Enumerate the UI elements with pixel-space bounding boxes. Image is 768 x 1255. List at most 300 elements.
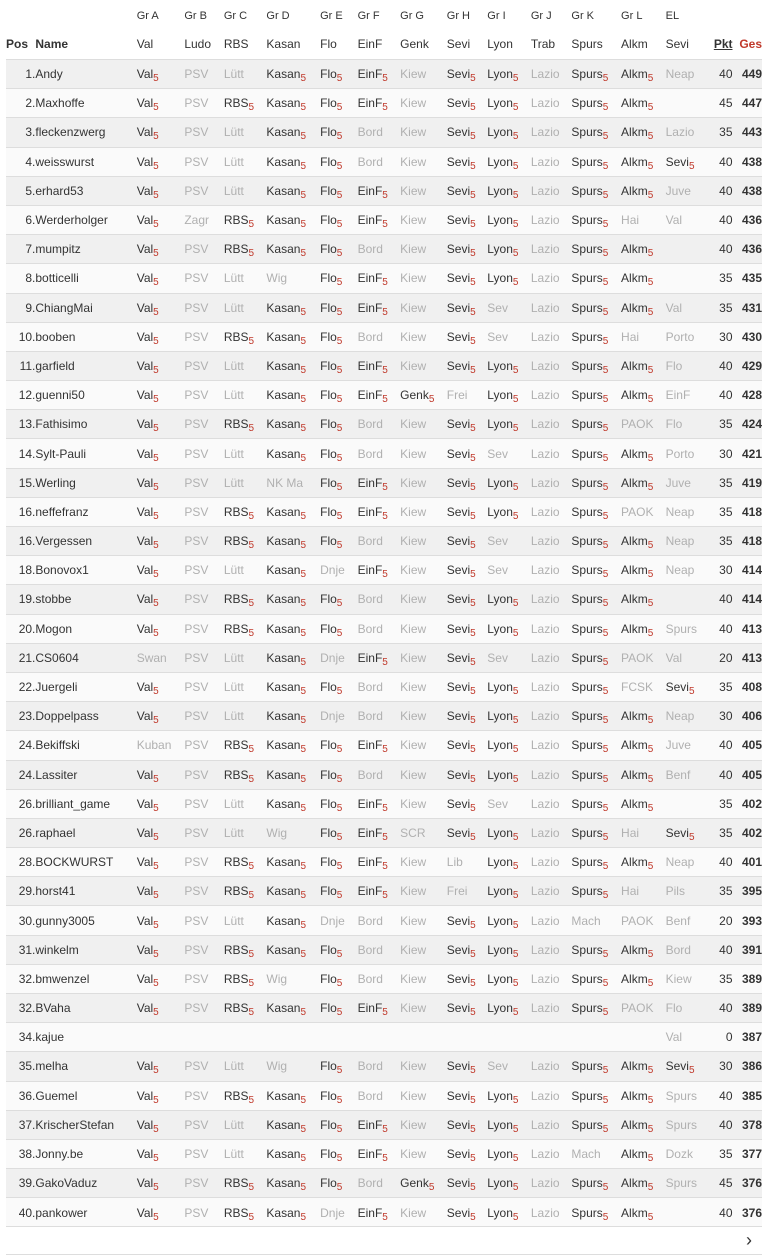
pick-team: Kiew bbox=[400, 96, 427, 111]
pick-team: Lyon bbox=[487, 709, 513, 724]
pick-cell bbox=[137, 848, 185, 877]
player-name[interactable]: Fathisimo bbox=[35, 410, 136, 439]
player-name[interactable]: winkelm bbox=[35, 935, 136, 964]
pick-team: Kasan bbox=[266, 446, 301, 461]
player-name[interactable]: gunny3005 bbox=[35, 906, 136, 935]
position: 24. bbox=[6, 731, 35, 760]
position: 6. bbox=[6, 205, 35, 234]
pick-points: 5 bbox=[470, 656, 476, 668]
position: 3. bbox=[6, 118, 35, 147]
player-name[interactable]: guenni50 bbox=[35, 381, 136, 410]
player-name[interactable]: Mogon bbox=[35, 614, 136, 643]
pick-cell bbox=[266, 702, 320, 731]
pick-points: 5 bbox=[153, 686, 159, 698]
pick-cell bbox=[137, 906, 185, 935]
pick-team: Lyon bbox=[487, 358, 513, 373]
pick-team: Kuban bbox=[136, 738, 172, 753]
pick-team: EinF bbox=[357, 650, 383, 665]
pick-team: PSV bbox=[184, 913, 209, 928]
pick-points: 5 bbox=[300, 219, 306, 231]
pick-cell bbox=[266, 935, 320, 964]
pick-team: Bord bbox=[357, 154, 383, 169]
pick-team: Val bbox=[136, 1088, 154, 1103]
pick-team: Kiew bbox=[400, 1117, 427, 1132]
pick-header-3: Kasan bbox=[266, 37, 301, 51]
player-name[interactable]: Bonovox1 bbox=[35, 556, 136, 585]
pick-cell bbox=[137, 1169, 185, 1198]
player-name[interactable]: kajue bbox=[35, 1023, 136, 1052]
pick-points: 5 bbox=[153, 131, 159, 143]
player-name[interactable]: Guemel bbox=[35, 1081, 136, 1110]
pick-cell bbox=[224, 760, 267, 789]
pick-cell bbox=[621, 1110, 666, 1139]
pick-team: Lazio bbox=[530, 154, 560, 169]
pick-team: Alkm bbox=[621, 1147, 648, 1162]
pick-team: Spurs bbox=[571, 1088, 603, 1103]
player-name[interactable]: pankower bbox=[35, 1198, 136, 1227]
player-name[interactable]: CS0604 bbox=[35, 643, 136, 672]
pick-cell bbox=[621, 293, 666, 322]
pick-cell bbox=[224, 235, 267, 264]
player-name[interactable]: botticelli bbox=[35, 264, 136, 293]
pick-points: 5 bbox=[300, 890, 306, 902]
player-name[interactable]: stobbe bbox=[35, 585, 136, 614]
pick-points: 5 bbox=[300, 540, 306, 552]
pick-cell bbox=[621, 410, 666, 439]
pick-team: Kasan bbox=[266, 388, 301, 403]
pick-team: Lazio bbox=[530, 680, 560, 695]
table-row bbox=[6, 176, 762, 205]
player-name[interactable]: BVaha bbox=[35, 994, 136, 1023]
pick-team: Kasan bbox=[266, 154, 301, 169]
pick-points: 5 bbox=[647, 306, 654, 318]
table-row bbox=[6, 497, 762, 526]
pick-team: Kiew bbox=[400, 767, 427, 782]
pick-header-1: Ludo bbox=[184, 37, 212, 51]
pick-cell bbox=[320, 818, 357, 847]
pick-team: Alkm bbox=[621, 1205, 648, 1220]
pick-team: EinF bbox=[665, 388, 691, 403]
table-row bbox=[6, 264, 762, 293]
pick-team: Lyon bbox=[487, 271, 513, 286]
pick-team: Lazio bbox=[530, 855, 560, 870]
player-name[interactable]: booben bbox=[35, 322, 136, 351]
pick-cell bbox=[666, 906, 707, 935]
total-value: 408 bbox=[733, 672, 763, 701]
pick-cell bbox=[400, 818, 447, 847]
pick-cell bbox=[320, 264, 357, 293]
pick-cell bbox=[621, 527, 666, 556]
total-value: 386 bbox=[733, 1052, 763, 1081]
pick-points: 5 bbox=[336, 73, 343, 85]
pick-cell bbox=[358, 702, 401, 731]
pick-cell bbox=[358, 760, 401, 789]
pick-cell bbox=[666, 1139, 707, 1168]
pick-points: 5 bbox=[153, 1211, 159, 1223]
pick-points: 5 bbox=[336, 948, 343, 960]
pick-team: Sevi bbox=[446, 942, 471, 957]
pick-points: 5 bbox=[153, 219, 159, 231]
group-label-7: Gr H bbox=[446, 10, 470, 22]
pick-cell bbox=[447, 1023, 488, 1052]
pick-cell bbox=[531, 497, 572, 526]
player-name[interactable]: Vergessen bbox=[35, 527, 136, 556]
pick-cell bbox=[487, 381, 531, 410]
player-name[interactable]: Werling bbox=[35, 468, 136, 497]
pick-team: Lütt bbox=[223, 709, 244, 724]
pick-team: Lyon bbox=[487, 825, 513, 840]
pick-team: Flo bbox=[320, 504, 337, 519]
pick-team: Lazio bbox=[530, 738, 560, 753]
pick-team: Sevi bbox=[446, 680, 471, 695]
table-row bbox=[6, 1081, 762, 1110]
total-value: 378 bbox=[733, 1110, 763, 1139]
pick-team: RBS bbox=[223, 855, 249, 870]
pick-team: Sevi bbox=[446, 563, 471, 578]
pick-cell bbox=[224, 1139, 267, 1168]
pick-cell bbox=[531, 789, 572, 818]
pick-team: Kiew bbox=[400, 942, 427, 957]
pick-cell bbox=[571, 1169, 621, 1198]
pick-team: Flo bbox=[320, 388, 337, 403]
player-name[interactable]: melha bbox=[35, 1052, 136, 1081]
player-name[interactable]: KrischerStefan bbox=[35, 1110, 136, 1139]
pick-cell bbox=[266, 89, 320, 118]
pick-team: PSV bbox=[184, 388, 209, 403]
total-value: 393 bbox=[733, 906, 763, 935]
pick-team: Sevi bbox=[446, 1147, 471, 1162]
table-row bbox=[6, 789, 762, 818]
pick-cell bbox=[571, 118, 621, 147]
pick-team: Alkm bbox=[621, 96, 648, 111]
pick-points: 5 bbox=[153, 189, 159, 201]
pick-team: Kasan bbox=[266, 183, 301, 198]
pick-cell bbox=[531, 118, 572, 147]
pick-points: 5 bbox=[602, 423, 609, 435]
pick-points: 5 bbox=[336, 277, 343, 289]
pick-team: Val bbox=[136, 329, 154, 344]
pick-cell bbox=[487, 176, 531, 205]
pick-cell bbox=[358, 527, 401, 556]
pick-cell bbox=[487, 1052, 531, 1081]
pick-points: 5 bbox=[602, 948, 609, 960]
pick-team: PSV bbox=[184, 709, 209, 724]
total-value: 438 bbox=[733, 147, 763, 176]
pick-cell bbox=[224, 205, 267, 234]
points-value: 35 bbox=[706, 1139, 732, 1168]
pick-cell bbox=[320, 994, 357, 1023]
pick-team: Alkm bbox=[621, 855, 648, 870]
pick-cell bbox=[447, 789, 488, 818]
pick-cell bbox=[621, 89, 666, 118]
pick-cell bbox=[137, 643, 185, 672]
pick-points: 5 bbox=[647, 1094, 654, 1106]
pick-points: 5 bbox=[153, 715, 159, 727]
pick-cell bbox=[137, 585, 185, 614]
player-name[interactable]: brilliant_game bbox=[35, 789, 136, 818]
position: 28. bbox=[6, 848, 35, 877]
points-value: 35 bbox=[706, 293, 732, 322]
pick-team: Flo bbox=[320, 213, 337, 228]
pick-team: Kiew bbox=[400, 358, 427, 373]
pick-team: PSV bbox=[184, 884, 209, 899]
standings-table bbox=[6, 3, 762, 1227]
table-row bbox=[6, 848, 762, 877]
pick-points: 5 bbox=[300, 131, 306, 143]
pick-cell bbox=[400, 1198, 447, 1227]
pick-team: EinF bbox=[357, 855, 383, 870]
pick-team: Alkm bbox=[621, 563, 648, 578]
player-name[interactable]: raphael bbox=[35, 818, 136, 847]
pick-team: PSV bbox=[184, 300, 209, 315]
points-value: 40 bbox=[706, 147, 732, 176]
pick-team: Kiew bbox=[400, 300, 427, 315]
pick-team: Dnje bbox=[320, 650, 345, 665]
pick-points: 5 bbox=[336, 831, 343, 843]
player-name[interactable]: ChiangMai bbox=[35, 293, 136, 322]
pick-cell bbox=[266, 410, 320, 439]
pick-team: PSV bbox=[184, 534, 209, 549]
pick-cell bbox=[487, 118, 531, 147]
pick-cell bbox=[400, 264, 447, 293]
player-name[interactable]: Bekiffski bbox=[35, 731, 136, 760]
chevron-right-icon[interactable]: › bbox=[746, 1230, 752, 1250]
position: 20. bbox=[6, 614, 35, 643]
pick-team: Kasan bbox=[266, 884, 301, 899]
pick-cell bbox=[447, 351, 488, 380]
pick-team: Lütt bbox=[223, 125, 244, 140]
pick-cell bbox=[184, 731, 224, 760]
pick-cell bbox=[137, 60, 185, 89]
pick-cell bbox=[571, 906, 621, 935]
pick-cell bbox=[184, 264, 224, 293]
points-value: 40 bbox=[706, 235, 732, 264]
pick-cell bbox=[487, 235, 531, 264]
pick-points: 5 bbox=[602, 627, 609, 639]
pick-points: 5 bbox=[602, 73, 609, 85]
table-row bbox=[6, 585, 762, 614]
player-name[interactable]: horst41 bbox=[35, 877, 136, 906]
pick-team: Spurs bbox=[665, 1117, 697, 1132]
pick-team: Bord bbox=[665, 942, 691, 957]
pick-points: 5 bbox=[470, 1094, 476, 1106]
pick-points: 5 bbox=[470, 1007, 476, 1019]
player-name[interactable]: Maxhoffe bbox=[35, 89, 136, 118]
pick-team: Lazio bbox=[530, 650, 560, 665]
pick-cell bbox=[266, 556, 320, 585]
points-value: 30 bbox=[706, 556, 732, 585]
pick-header-10: Spurs bbox=[571, 37, 603, 51]
pick-points: 5 bbox=[300, 248, 306, 260]
points-value: 20 bbox=[706, 643, 732, 672]
pick-points: 5 bbox=[382, 481, 388, 493]
pick-cell bbox=[184, 497, 224, 526]
pick-cell bbox=[224, 1052, 267, 1081]
player-name[interactable]: weisswurst bbox=[35, 147, 136, 176]
player-name[interactable]: neffefranz bbox=[35, 497, 136, 526]
pick-points: 5 bbox=[470, 73, 476, 85]
pick-team: Lazio bbox=[530, 1176, 560, 1191]
pick-points: 5 bbox=[512, 219, 519, 231]
pick-points: 5 bbox=[248, 948, 255, 960]
pick-points: 5 bbox=[153, 277, 159, 289]
player-name[interactable]: mumpitz bbox=[35, 235, 136, 264]
total-value: 414 bbox=[733, 556, 763, 585]
pick-points: 5 bbox=[382, 306, 388, 318]
pick-cell bbox=[320, 1023, 357, 1052]
pick-points: 5 bbox=[602, 890, 609, 902]
pick-team: Lütt bbox=[223, 1147, 244, 1162]
pick-team: Spurs bbox=[571, 825, 603, 840]
points-value: 45 bbox=[706, 1169, 732, 1198]
pick-cell bbox=[224, 293, 267, 322]
pick-team: Kasan bbox=[266, 563, 301, 578]
pick-cell bbox=[400, 672, 447, 701]
pick-points: 5 bbox=[512, 160, 519, 172]
pick-points: 5 bbox=[153, 394, 159, 406]
pick-cell bbox=[531, 439, 572, 468]
player-name[interactable]: Sylt-Pauli bbox=[35, 439, 136, 468]
pick-team: Kasan bbox=[266, 534, 301, 549]
pick-points: 5 bbox=[602, 160, 609, 172]
pick-team: Kiew bbox=[400, 650, 427, 665]
pick-team: RBS bbox=[223, 1176, 249, 1191]
pick-cell bbox=[320, 1169, 357, 1198]
pick-cell bbox=[571, 264, 621, 293]
pick-cell bbox=[487, 468, 531, 497]
pick-cell bbox=[224, 964, 267, 993]
pick-cell bbox=[400, 1023, 447, 1052]
player-name[interactable]: erhard53 bbox=[35, 176, 136, 205]
pick-team: Lütt bbox=[223, 154, 244, 169]
player-name[interactable]: Werderholger bbox=[35, 205, 136, 234]
pick-points: 5 bbox=[647, 598, 654, 610]
pick-team: Kasan bbox=[266, 1117, 301, 1132]
pick-points: 5 bbox=[602, 394, 609, 406]
player-name[interactable]: Jonny.be bbox=[35, 1139, 136, 1168]
pick-cell bbox=[621, 1198, 666, 1227]
pick-cell bbox=[447, 556, 488, 585]
pick-team: Alkm bbox=[621, 183, 648, 198]
pick-cell bbox=[184, 614, 224, 643]
pick-cell bbox=[224, 994, 267, 1023]
pick-cell bbox=[184, 760, 224, 789]
pick-team: Flo bbox=[320, 855, 337, 870]
pick-team: EinF bbox=[357, 1205, 383, 1220]
pick-points: 5 bbox=[470, 335, 476, 347]
pick-cell bbox=[487, 789, 531, 818]
pick-team: Kasan bbox=[266, 242, 301, 257]
player-name[interactable]: Andy bbox=[35, 60, 136, 89]
pick-points: 5 bbox=[336, 540, 343, 552]
pick-points: 5 bbox=[153, 160, 159, 172]
pick-cell bbox=[358, 60, 401, 89]
pick-cell bbox=[487, 410, 531, 439]
pick-cell bbox=[400, 381, 447, 410]
pick-cell bbox=[266, 293, 320, 322]
pick-points: 5 bbox=[248, 773, 255, 785]
pick-team: Lazio bbox=[530, 942, 560, 957]
pick-points: 5 bbox=[602, 1182, 609, 1194]
pick-cell bbox=[184, 1110, 224, 1139]
pick-points: 5 bbox=[382, 219, 388, 231]
player-name[interactable]: fleckenzwerg bbox=[35, 118, 136, 147]
pick-cell bbox=[224, 556, 267, 585]
pick-cell bbox=[137, 1110, 185, 1139]
pick-cell bbox=[531, 935, 572, 964]
pick-team: Wig bbox=[266, 971, 288, 986]
pick-points: 5 bbox=[382, 510, 388, 522]
pick-cell bbox=[400, 527, 447, 556]
pick-points: 5 bbox=[300, 160, 306, 172]
pick-team: Hai bbox=[621, 213, 640, 228]
pick-points: 5 bbox=[300, 744, 306, 756]
player-name[interactable]: Doppelpass bbox=[35, 702, 136, 731]
pick-cell bbox=[224, 351, 267, 380]
pkt-header[interactable]: Pkt bbox=[713, 37, 733, 51]
pick-team: Val bbox=[136, 796, 154, 811]
pick-team: Mach bbox=[571, 913, 601, 928]
pick-cell bbox=[531, 1052, 572, 1081]
pick-points: 5 bbox=[512, 598, 519, 610]
player-name[interactable]: bmwenzel bbox=[35, 964, 136, 993]
player-name[interactable]: garfield bbox=[35, 351, 136, 380]
pick-cell bbox=[137, 147, 185, 176]
table-row bbox=[6, 527, 762, 556]
pick-points: 5 bbox=[470, 802, 476, 814]
pick-points: 5 bbox=[470, 1182, 476, 1194]
pick-cell bbox=[400, 994, 447, 1023]
pick-points: 5 bbox=[153, 802, 159, 814]
player-name[interactable]: GakoVaduz bbox=[35, 1169, 136, 1198]
points-value: 35 bbox=[706, 410, 732, 439]
total-value: 421 bbox=[733, 439, 763, 468]
pick-cell bbox=[266, 439, 320, 468]
pick-cell bbox=[571, 1139, 621, 1168]
pick-team: Kiew bbox=[400, 1147, 427, 1162]
pick-team: Kasan bbox=[266, 1088, 301, 1103]
total-value: 443 bbox=[733, 118, 763, 147]
pick-cell bbox=[571, 789, 621, 818]
pick-team: Alkm bbox=[621, 709, 648, 724]
pick-cell bbox=[447, 964, 488, 993]
pick-cell bbox=[400, 935, 447, 964]
pick-cell bbox=[266, 789, 320, 818]
points-value: 40 bbox=[706, 585, 732, 614]
pick-cell bbox=[621, 176, 666, 205]
pick-cell bbox=[447, 293, 488, 322]
pick-team: Sevi bbox=[446, 709, 471, 724]
player-name[interactable]: Lassiter bbox=[35, 760, 136, 789]
pick-points: 5 bbox=[602, 277, 609, 289]
pick-team: Flo bbox=[320, 1117, 337, 1132]
pick-points: 5 bbox=[602, 802, 609, 814]
pick-team: Alkm bbox=[621, 796, 648, 811]
pick-team: Alkm bbox=[621, 738, 648, 753]
pick-team: Hai bbox=[621, 329, 640, 344]
pick-cell bbox=[487, 818, 531, 847]
pick-team: Kasan bbox=[266, 96, 301, 111]
player-name[interactable]: BOCKWURST bbox=[35, 848, 136, 877]
position: 11. bbox=[6, 351, 35, 380]
group-label-12: EL bbox=[665, 10, 680, 22]
pick-team: Neap bbox=[665, 504, 695, 519]
pick-cell bbox=[447, 322, 488, 351]
pick-cell bbox=[621, 1052, 666, 1081]
pick-cell bbox=[487, 1169, 531, 1198]
pick-team: Hai bbox=[621, 825, 640, 840]
player-name[interactable]: Juergeli bbox=[35, 672, 136, 701]
